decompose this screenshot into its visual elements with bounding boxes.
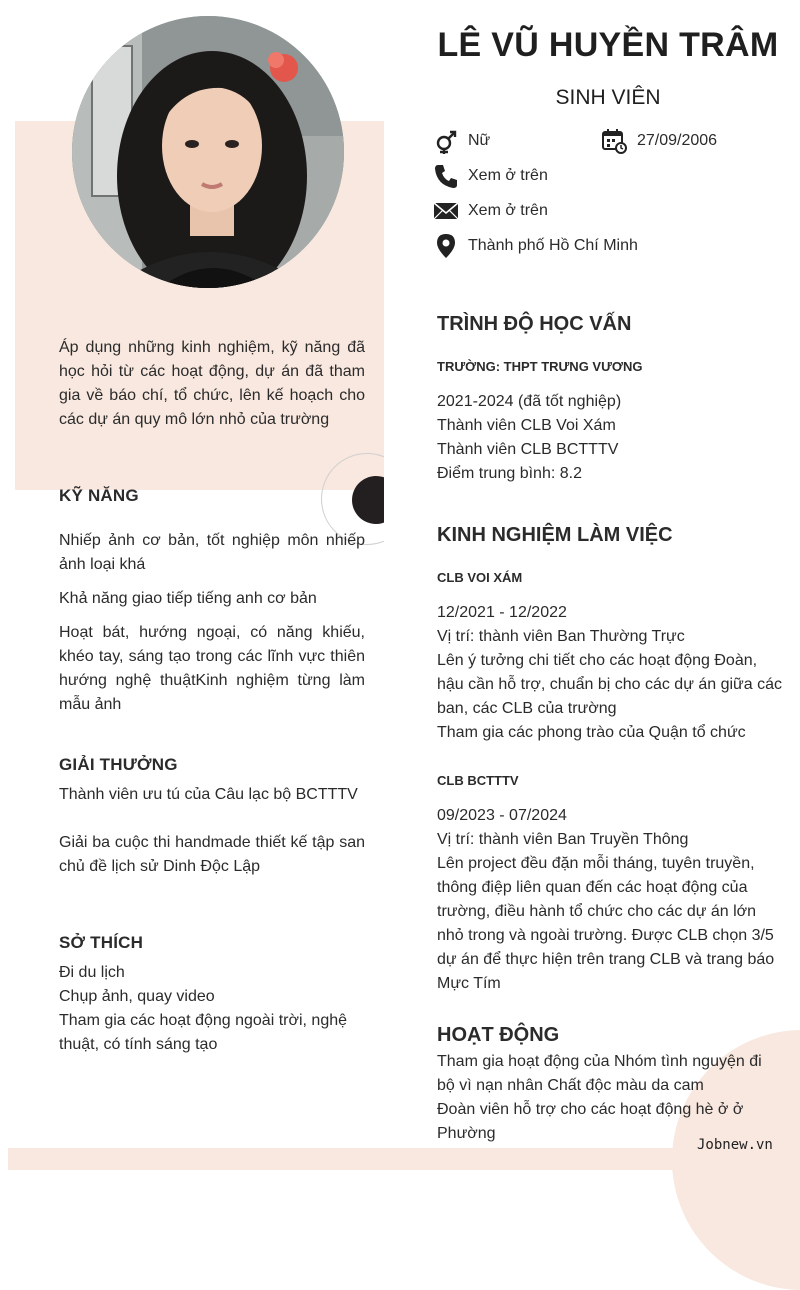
address-value: Thành phố Hồ Chí Minh [468, 237, 638, 254]
phone-value: Xem ở trên [468, 167, 548, 184]
candidate-name: LÊ VŨ HUYỀN TRÂM [437, 26, 779, 64]
activity-item: Tham gia hoạt động của Nhóm tình nguyện đi bộ vì nạn nhân Chất độc màu da cam [437, 1053, 762, 1094]
footer-brand: Jobnew.vn [697, 1137, 773, 1153]
activities-heading: HOẠT ĐỘNG [437, 1024, 560, 1046]
job-organization: CLB BCTTTV [437, 773, 519, 788]
hobby-item: Đi du lịch [59, 964, 125, 981]
job-organization: CLB VOI XÁM [437, 570, 523, 585]
skill-item: Nhiếp ảnh cơ bản, tốt nghiệp môn nhiếp ảnh loại khá [59, 532, 365, 573]
skill-item: Hoạt bát, hướng ngoại, có năng khiếu, khéo tay, sáng tạo trong các lĩnh vực thiên hướng nghệ thuậtKinh nghiệm từng làm mẫu ảnh [59, 624, 365, 713]
job-description: Lên project đều đặn mỗi tháng, tuyên truyền, thông điệp liên quan đến các hoạt động của trường, điều hành tổ chức cho các dự án lớn nhỏ trong và ngoài trường. Được CLB chọn 3/5 dự án để thực hiện trên trang CLB và trang báo Mực Tím [437, 855, 775, 992]
education-line: Thành viên CLB BCTTTV [437, 441, 619, 458]
calendar-icon [601, 128, 627, 154]
bottom-accent-bar [8, 1148, 800, 1170]
job-entry [437, 804, 782, 996]
skills-heading: KỸ NĂNG [59, 486, 139, 505]
email-value: Xem ở trên [468, 202, 548, 219]
profile-photo [72, 16, 344, 288]
job-entry [437, 601, 782, 745]
location-pin-icon [433, 233, 459, 259]
award-item: Thành viên ưu tú của Câu lạc bộ BCTTTV [59, 786, 358, 803]
job-position: Vị trí: thành viên Ban Thường Trực [437, 628, 685, 645]
education-details [437, 390, 782, 486]
education-line: Điểm trung bình: 8.2 [437, 465, 582, 482]
activities-details [437, 1050, 769, 1146]
envelope-icon [433, 198, 459, 224]
activity-item: Đoàn viên hỗ trợ cho các hoạt động hè ở ở Phường [437, 1101, 744, 1142]
gender-value: Nữ [468, 132, 491, 149]
job-period: 12/2021 - 12/2022 [437, 604, 567, 621]
education-line: 2021-2024 (đã tốt nghiệp) [437, 393, 622, 410]
education-heading: TRÌNH ĐỘ HỌC VẤN [437, 313, 632, 335]
job-description: Lên ý tưởng chi tiết cho các hoạt động Đoàn, hậu cần hỗ trợ, chuẩn bị cho các dự án giữa các ban, các CLB của trường Tham gia các phong trào của Quận tổ chức [437, 652, 783, 741]
hobby-item: Chụp ảnh, quay video [59, 988, 215, 1005]
award-item: Giải ba cuộc thi handmade thiết kế tập san chủ đề lịch sử Dinh Độc Lập [59, 834, 365, 875]
decorative-mask [384, 440, 424, 560]
birthdate-value: 27/09/2006 [637, 132, 718, 149]
phone-icon [433, 163, 459, 189]
education-line: Thành viên CLB Voi Xám [437, 417, 616, 434]
job-position: Vị trí: thành viên Ban Truyền Thông [437, 831, 689, 848]
hobbies-heading: SỞ THÍCH [59, 933, 144, 952]
school-name: TRƯỜNG: THPT TRƯNG VƯƠNG [437, 359, 643, 374]
hobby-item: Tham gia các hoạt động ngoài trời, nghệ thuật, có tính sáng tạo [59, 1012, 348, 1053]
career-objective: Áp dụng những kinh nghiệm, kỹ năng đã học hỏi từ các hoạt động, dự án đã tham gia về báo chí, tổ chức, lên kế hoạch cho các dự án quy mô lớn nhỏ của trường [59, 339, 365, 428]
job-period: 09/2023 - 07/2024 [437, 807, 567, 824]
awards-heading: GIẢI THƯỞNG [59, 755, 178, 774]
gender-icon [433, 128, 459, 154]
candidate-role: SINH VIÊN [555, 86, 661, 109]
experience-heading: KINH NGHIỆM LÀM VIỆC [437, 524, 673, 546]
skill-item: Khả năng giao tiếp tiếng anh cơ bản [59, 590, 317, 607]
